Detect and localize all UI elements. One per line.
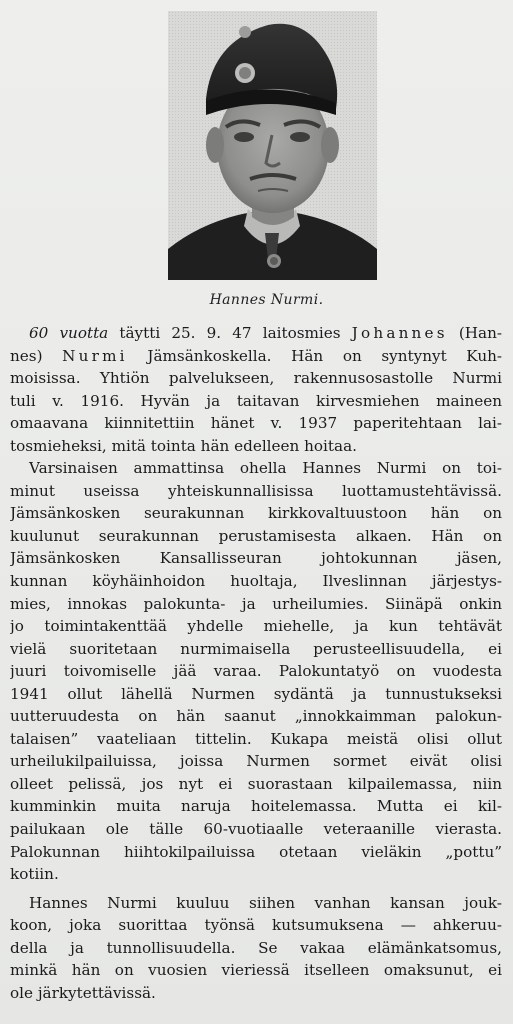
text-run: täytti 25. 9. 47 laitosmies <box>119 324 341 342</box>
text-line: Palokunnan hiihtokilpailuissa otetaan vieläkin „pottu” <box>10 842 502 861</box>
text-line: della ja tunnollisuudella. Se vakaa elämänkatsomus, <box>10 938 502 957</box>
paragraph-3 <box>10 892 502 1005</box>
spaced-first-name: Johannes <box>351 324 448 342</box>
text-line: juuri toivomiselle jää varaa. Palokuntatyö on vuodesta <box>10 662 502 681</box>
age-phrase: 60 vuotta <box>29 324 109 342</box>
article-body <box>10 322 502 1004</box>
text-line: kotiin. <box>10 865 59 884</box>
text-line: minkä hän on vuosien vieriessä itselleen omaksunut, ei <box>10 961 502 980</box>
text-line: pailukaan ole tälle 60-vuotiaalle veteraanille vierasta. <box>10 820 502 839</box>
photo-caption: Hannes Nurmi. <box>209 292 324 308</box>
text-run: (Han- <box>458 324 502 342</box>
paragraph-1 <box>10 322 502 457</box>
text-line <box>10 345 502 368</box>
portrait-image <box>168 11 377 280</box>
text-line: Varsinaisen ammattinsa ohella Hannes Nurmi on toi- <box>29 459 502 478</box>
text-line: uutteruudesta on hän saanut „innokkaimman palokun- <box>10 707 502 726</box>
text-run: nes) <box>10 346 43 365</box>
text-line: urheilukilpailuissa, joissa Nurmen sormet eivät olisi <box>10 752 502 771</box>
text-line: minut useissa yhteiskunnallisissa luottamustehtävissä. <box>10 481 502 500</box>
portrait-photo <box>168 11 377 280</box>
text-line: vielä suoritetaan nurmimaisella perusteellisuudella, ei <box>10 639 502 658</box>
text-line: ole järkytettävissä. <box>10 983 156 1002</box>
text-line: kumminkin muita naruja hoitelemassa. Mutta ei kil- <box>10 797 502 816</box>
text-line: olleet pelissä, jos nyt ei suorastaan kilpailemassa, niin <box>10 774 502 793</box>
text-line: Jämsänkosken seurakunnan kirkkovaltuustoon hän on <box>10 504 502 523</box>
text-line: tuli v. 1916. Hyvän ja taitavan kirvesmiehen maineen <box>10 391 502 410</box>
text-line: tosmieheksi, mitä tointa hän edelleen hoitaa. <box>10 436 357 455</box>
text-line: koon, joka suorittaa työnsä kutsumuksena — ahkeruu- <box>10 916 502 935</box>
text-line: mies, innokas palokunta- ja urheilumies. Siinäpä onkin <box>10 594 502 613</box>
text-run: Jämsänkoskella. Hän on syntynyt Kuh- <box>147 346 502 365</box>
text-line <box>10 322 502 345</box>
text-line: jo toimintakenttää yhdelle miehelle, ja kun tehtävät <box>10 617 502 636</box>
spaced-surname: Nurmi <box>62 346 128 365</box>
paragraph-2 <box>10 457 502 885</box>
text-line: omaavana kiinnitettiin hänet v. 1937 paperitehtaan lai- <box>10 414 502 433</box>
text-line: Hannes Nurmi kuuluu siihen vanhan kansan jouk- <box>29 893 502 912</box>
text-line: kuulunut seurakunnan perustamisesta alkaen. Hän on <box>10 526 502 545</box>
text-line: moisissa. Yhtiön palvelukseen, rakennusosastolle Nurmi <box>10 369 502 388</box>
text-line: 1941 ollut lähellä Nurmen sydäntä ja tunnustukseksi <box>10 684 502 703</box>
text-line: Jämsänkosken Kansallisseuran johtokunnan jäsen, <box>10 549 502 568</box>
text-line: kunnan köyhäinhoidon huoltaja, Ilveslinnan järjestys- <box>10 572 502 591</box>
text-line: talaisen” vaateliaan tittelin. Kukapa meistä olisi ollut <box>10 729 502 748</box>
